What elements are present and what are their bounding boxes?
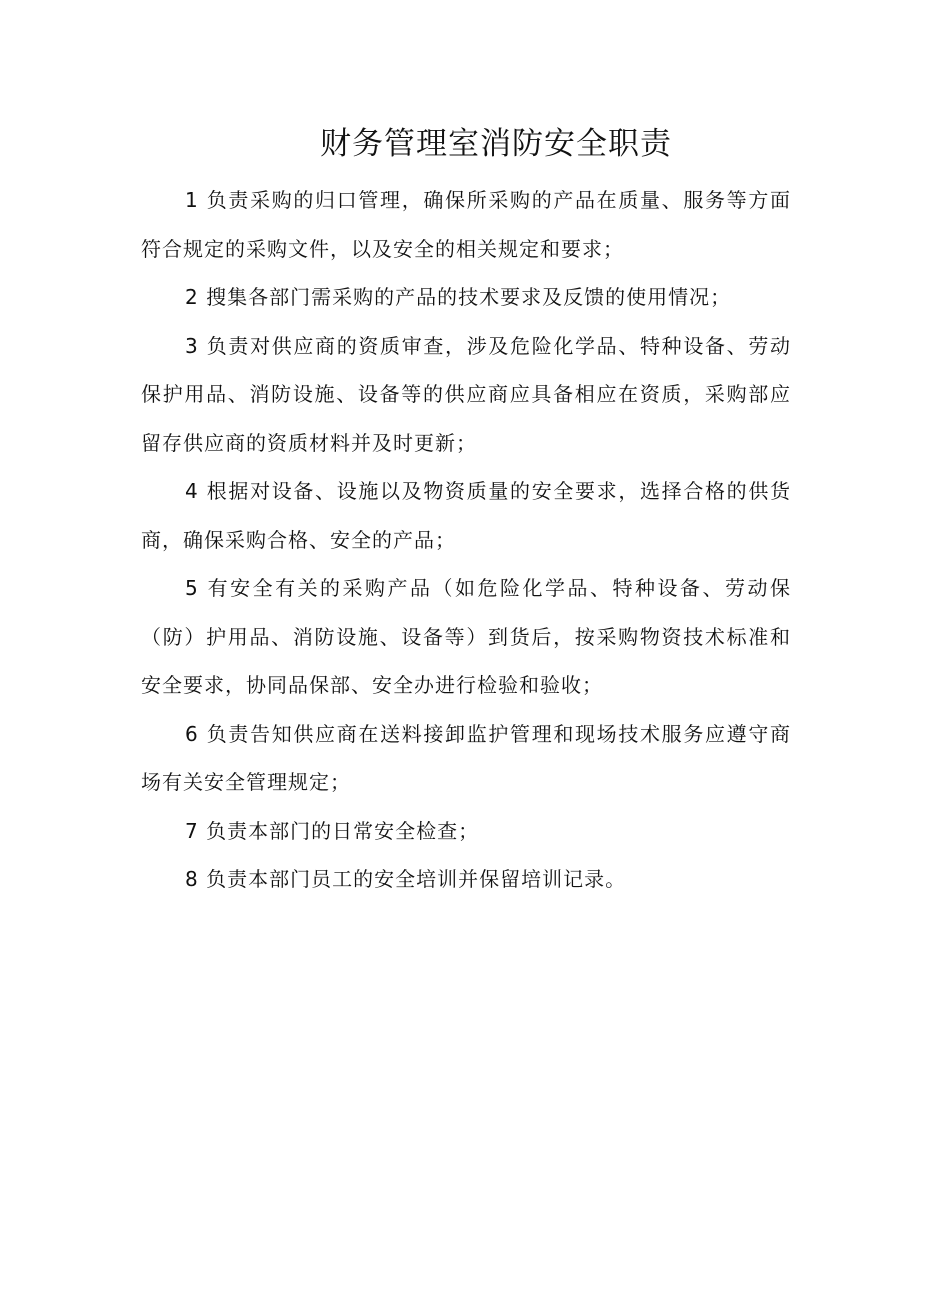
duty-item-6: 6 负责告知供应商在送料接卸监护管理和现场技术服务应遵守商场有关安全管理规定； [141,721,791,794]
document-title: 财务管理室消防安全职责 [320,126,672,162]
duty-item-8: 8 负责本部门员工的安全培训并保留培训记录。 [185,867,627,891]
duty-item-2: 2 搜集各部门需采购的产品的技术要求及反馈的使用情况； [185,285,732,309]
duty-item-4: 4 根据对设备、设施以及物资质量的安全要求，选择合格的供货商，确保采购合格、安全的产品； [141,479,791,552]
document-body [141,176,791,904]
duty-item-1: 1 负责采购的归口管理，确保所采购的产品在质量、服务等方面符合规定的采购文件，以及安全的相关规定和要求； [141,188,791,261]
duty-item-7: 7 负责本部门的日常安全检查； [185,818,480,843]
duty-item-5: 5 有安全有关的采购产品（如危险化学品、特种设备、劳动保（防）护用品、消防设施、设备等）到货后，按采购物资技术标准和安全要求，协同品保部、安全办进行检验和验收； [141,576,791,697]
duty-item-3: 3 负责对供应商的资质审查，涉及危险化学品、特种设备、劳动保护用品、消防设施、设备等的供应商应具备相应在资质，采购部应留存供应商的资质材料并及时更新； [141,333,791,455]
